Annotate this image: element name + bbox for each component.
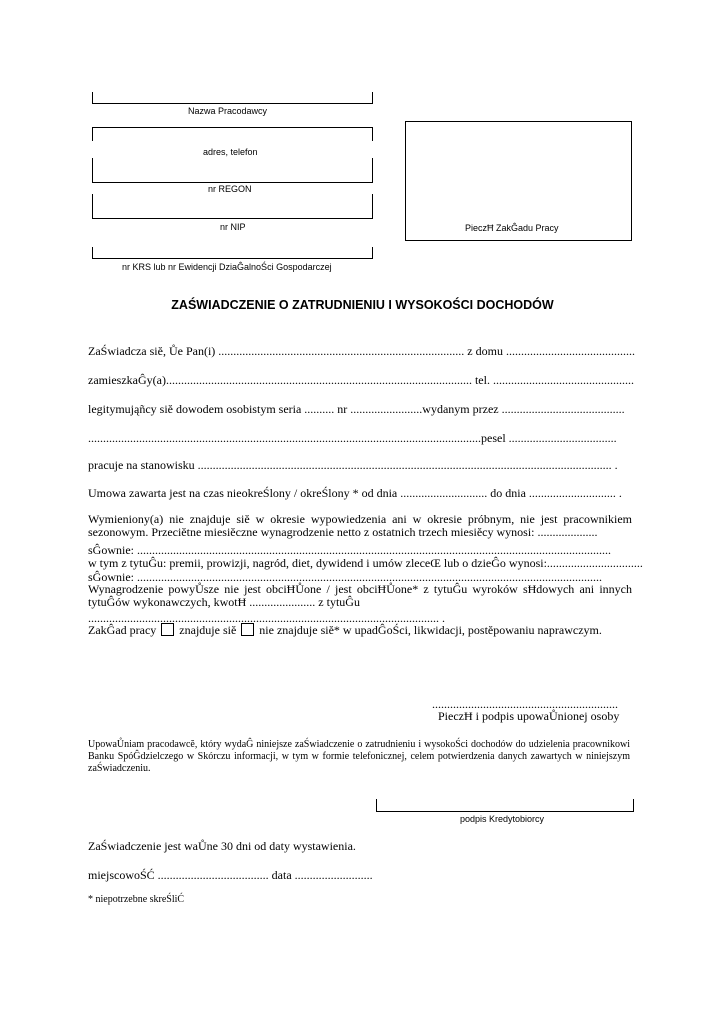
validity-note: ZaŚwiadczenie jest waŮne 30 dni od daty wystawienia. (88, 839, 356, 853)
contract-line: Umowa zawarta jest na czas nieokreŚlony / okreŚlony * od dnia ............................. do dnia ............................. . (88, 486, 622, 500)
address-phone-label: adres, telefon (203, 147, 258, 157)
employment-status-paragraph: Wymieniony(a) nie znajduje siĕ w okresie wypowiedzenia ani w okresie próbnym, nie jest pracownikiem sezonowym. Przeciĕtne miesiĕczne wynagrodzenie netto z ostatnich trzech miesiĕcy wynosi: .................... (88, 512, 632, 540)
address-phone-field[interactable] (92, 127, 373, 141)
is-in-bankruptcy-checkbox[interactable] (161, 623, 174, 636)
position-line: pracuje na stanowisku .......................................................................................................................................... . (88, 458, 618, 472)
borrower-signature-field[interactable] (376, 799, 634, 812)
nip-field[interactable] (92, 194, 373, 219)
footnote: * niepotrzebne skreŚliĆ (88, 894, 185, 905)
residence-line: zamieszkaĜy(a)...................................................................................................... tel. ............................................... (88, 373, 634, 387)
krs-field[interactable] (92, 247, 373, 259)
id-document-line: legitymująñcy siĕ dowodem osobistym seria .......... nr ........................wydanym przez ......................................... (88, 402, 625, 416)
bankruptcy-mid: znajduje siĕ (179, 623, 237, 637)
amount-in-words-line: sĜownie: .............................................................................................................................................................. (88, 543, 611, 557)
encumbrance-title-line: ..................................................................................................................... . (88, 611, 445, 625)
authorization-paragraph: UpowaŮniam pracodawcĕ, który wydaĜ niniejsze zaŚwiadczenie o zatrudnieniu i wysokoŚci dochodów do udzielenia pracownikowi Banku SpóĜdzielczego w Skórczu informacji, w tym w formie telefonicznej, celem potwierdzenia danych zawartych w niniejszym zaŚwiadczeniu. (88, 739, 630, 774)
pesel-line: ...................................................................................................................................pesel .................................... (88, 431, 617, 445)
employer-name-label: Nazwa Pracodawcy (188, 106, 268, 116)
employer-name-field[interactable] (92, 92, 373, 104)
bankruptcy-prefix: ZakĜad pracy (88, 623, 157, 637)
nip-label: nr NIP (220, 222, 246, 232)
borrower-signature-label: podpis Kredytobiorcy (460, 814, 545, 824)
bankruptcy-line (88, 623, 602, 638)
signature-dots: .............................................................. (432, 697, 618, 711)
authorized-signature-label: PieczĦ i podpis upowaŮnionej osoby (438, 709, 620, 723)
krs-label: nr KRS lub nr Ewidencji DziaĜalnoŚci Gospodarczej (122, 262, 332, 272)
not-in-bankruptcy-checkbox[interactable] (241, 623, 254, 636)
regon-field[interactable] (92, 158, 373, 183)
bonus-income-line: w tym z tytuĜu: premii, prowizji, nagród, diet, dywidend i umów zleceŒ lub o dzieĜo wynosi:................................ (88, 556, 643, 570)
regon-label: nr REGON (208, 184, 252, 194)
bonus-in-words-line: sĜownie: ........................................................................................................................................................... (88, 570, 602, 584)
salary-encumbrance-paragraph: Wynagrodzenie powyŮsze nie jest obciĦŮone / jest obciĦŮone* z tytuĜu wyroków sĦdowych ani innych tytuĜów wykonawczych, kwotĦ ...................... z tytuĜu (88, 582, 632, 610)
company-stamp-label: PieczĦ ZakĜadu Pracy (465, 223, 559, 233)
document-title: ZAŚWIADCZENIE O ZATRUDNIENIU I WYSOKOŚCI DOCHODÓW (171, 298, 554, 312)
place-date-line: miejscowoŚĆ ..................................... data .......................... (88, 868, 373, 882)
bankruptcy-suffix: nie znajduje siĕ* w upadĜoŚci, likwidacji, postĕpowaniu naprawczym. (259, 623, 602, 637)
certifies-line: ZaŚwiadcza siĕ, Ůe Pan(i) .................................................................................. z domu ........................................... (88, 344, 635, 358)
